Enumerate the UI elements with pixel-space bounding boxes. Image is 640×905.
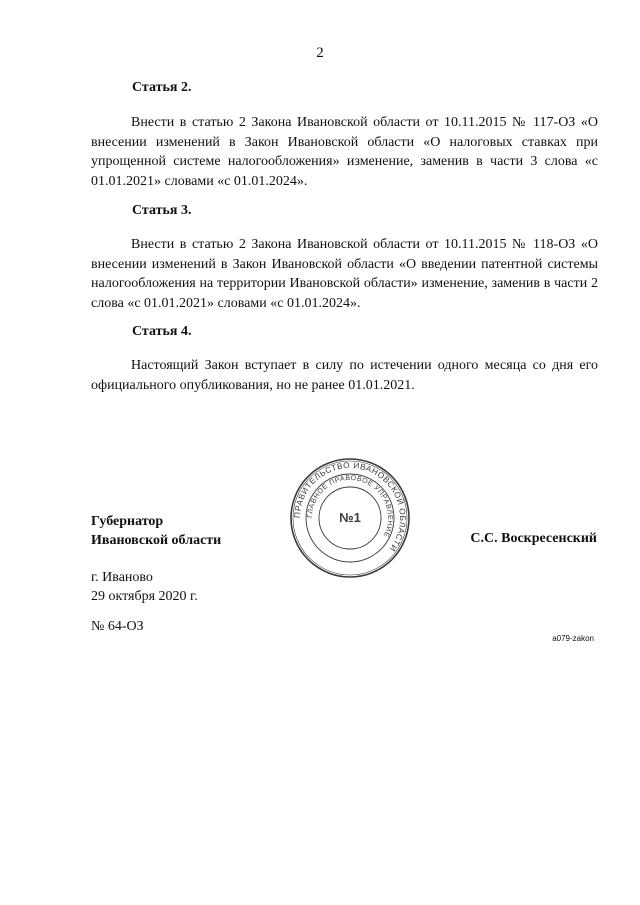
place-date-block — [91, 568, 198, 606]
seal-inner-text: ГЛАВНОЕ ПРАВОВОЕ УПРАВЛЕНИЕ — [306, 474, 394, 539]
page-number: 2 — [316, 45, 324, 61]
article-4-text: Настоящий Закон вступает в силу по истечении одного месяца со дня его официального опубликования, но не ранее 01.01.2021. — [91, 358, 598, 393]
law-number: № 64-ОЗ — [91, 619, 144, 634]
file-code: a079-zakon — [552, 634, 594, 643]
place: г. Иваново — [91, 570, 153, 585]
article-3-heading: Статья 3. — [132, 203, 192, 218]
article-2-heading: Статья 2. — [132, 80, 192, 95]
signer-name: С.С. Воскресенский — [470, 531, 597, 546]
date: 29 октября 2020 г. — [91, 589, 198, 604]
official-seal — [289, 457, 411, 579]
article-4-heading: Статья 4. — [132, 324, 192, 339]
article-2-text: Внести в статью 2 Закона Ивановской области от 10.11.2015 № 117-ОЗ «О внесении изменений в Закон Ивановской области «О налоговых ставках при упрощенной системе налогообложения» изменение, заменив в части 3 слова «с 01.01.2021» словами «с 01.01.2024». — [91, 115, 598, 189]
seal-center-number: №1 — [339, 510, 361, 525]
signature-position-line-2: Ивановской области — [91, 533, 222, 548]
article-3-text: Внести в статью 2 Закона Ивановской области от 10.11.2015 № 118-ОЗ «О внесении изменений в Закон Ивановской области «О введении патентной системы налогообложения на территории Ивановской области» изменение, заменив в части 2 слова «с 01.01.2021» словами «с 01.01.2024». — [91, 237, 598, 311]
seal-outer-text: ПРАВИТЕЛЬСТВО ИВАНОВСКОЙ ОБЛАСТИ — [292, 460, 408, 554]
signature-position-line-1: Губернатор — [91, 514, 164, 529]
signature-position — [91, 512, 221, 550]
